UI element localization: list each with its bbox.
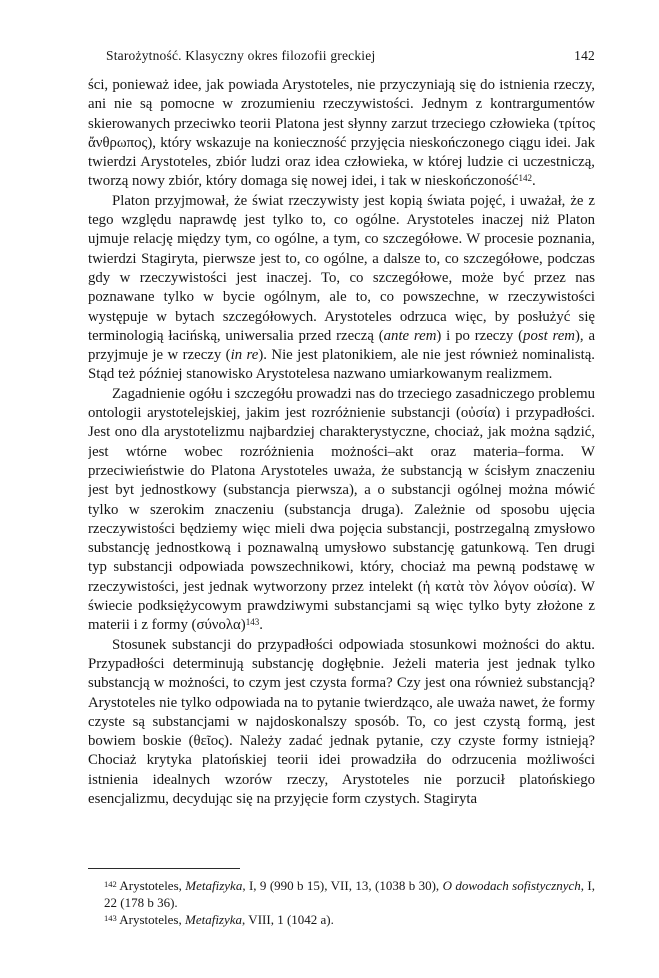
- italic-term: O dowodach sofistycznych: [442, 878, 581, 893]
- footnote-ref: 143: [104, 912, 117, 923]
- text-run: Arystoteles,: [116, 878, 186, 893]
- footnotes: [88, 877, 595, 928]
- text-run: .: [259, 617, 263, 634]
- page-number: 142: [574, 48, 595, 63]
- footnote-rule: [88, 868, 240, 869]
- footnote-area: [88, 868, 595, 928]
- text-run: , VIII, 1 (1042 a).: [242, 912, 334, 927]
- text-run: Arystoteles,: [116, 912, 185, 927]
- text-run: Stosunek substancji do przypadłości odpowiada stosunkowi możności do aktu. Przypadłości determinują substancję dogłębnie. Jeżeli materia jest jednak tylko substancją w możności, to czym jest czysta forma? Czy jest ona również substancją? Arystoteles nie tylko odpowiada na to pytanie twierdząco, ale uważa nawet, że formy czyste są substancjami w najdoskonalszy sposób. To, co jest czystą formą, jest bowiem boskie (θεῖος). Należy zadać jednak pytanie, czy czyste formy istnieją? Chociaż krytyka platońskiej teorii idei prowadziła do odrzucenia możliwości istnienia idealnych wzorów rzeczy, Arystoteles nie porzucił platońskiego esencjalizmu, decydując się na przyjęcie form czystych. Stagiryta: [88, 636, 595, 807]
- text-run: ), a przyjmuje je w rzeczy (: [88, 327, 595, 364]
- footnote-ref: 142: [104, 878, 117, 889]
- body-paragraph: [88, 76, 595, 192]
- text-run: ści, ponieważ idee, jak powiada Arystoteles, nie przyczyniają się do istnienia rzeczy, ani nie są pomocne w zrozumieniu rzeczywistości. Jednym z kontrargumentów skierowanych przeciwko teorii Platona jest słynny zarzut trzeciego człowieka (τρίτος ἄνθρωπος), który wskazuje na konieczność przyjęcia nieskończonego ciągu idei. Jak twierdzi Arystoteles, zbiór ludzi oraz idea człowieka, w której ludzie ci uczestniczą, tworzą nowy zbiór, który domaga się nowej idei, i tak w nieskończoność: [88, 77, 595, 190]
- text-run: ) i po rzeczy (: [436, 327, 524, 344]
- italic-term: Metafizyka: [185, 878, 243, 893]
- italic-term: Metafizyka: [185, 912, 243, 927]
- italic-term: ante rem: [383, 327, 437, 344]
- footnote: [104, 911, 595, 928]
- body-paragraph: [88, 636, 595, 810]
- header-title: Starożytność. Klasyczny okres filozofii greckiej: [106, 48, 376, 63]
- body-paragraph: [88, 192, 595, 385]
- text-run: , I, 9 (990 b 15), VII, 13, (1038 b 30),: [242, 878, 443, 893]
- running-header: [88, 48, 595, 64]
- text-run: ). Nie jest platonikiem, ale nie jest również nominalistą. Stąd też później stanowisko Arystotelesa nazwano umiarkowanym realizmem.: [88, 347, 595, 383]
- body-text: [88, 76, 595, 870]
- text-run: Zagadnienie ogółu i szczegółu prowadzi nas do trzeciego zasadniczego problemu ontologii arystotelejskiej, jakim jest rozróżnienie substancji (οὐσία) i przypadłości. Jest ono dla arystotelizmu najbardziej charakterystyczne, chociaż, jak można sądzić, jest wtórne wobec rozróżnienia możności–akt oraz materia–forma. W przeciwieństwie do Platona Arystoteles uważa, że substancją w ścisłym znaczeniu jest byt jednostkowy (substancja pierwsza), a o substancji ogólnej można mówić tylko w szerokim znaczeniu (substancja druga). Zależnie od sposobu ujęcia rzeczywistości będziemy więc mieli dwa pojęcia substancji, postrzegalną zmysłowo substancję jednostkową i poznawalną umysłowo substancję gatunkową. Ten drugi typ substancji odpowiada powszechnikowi, który, chociaż ma pewną podstawę w rzeczywistości, jest jednak wytworzony przez intelekt (ἡ κατὰ τὸν λόγον οὐσία). W świecie podksiężycowym prawdziwymi substancjami są więc tylko byty złożone z materii i z formy (σύνολα): [88, 385, 595, 634]
- body-paragraph: [88, 385, 595, 636]
- footnote-ref: 142: [518, 172, 532, 183]
- italic-term: post rem: [523, 327, 575, 344]
- text-run: , I, 22 (178 b 36).: [104, 878, 595, 910]
- text-run: Platon przyjmował, że świat rzeczywisty jest kopią świata pojęć, i uważał, że z tego względu naprawdę jest tylko to, co ogólne. Arystoteles inaczej niż Platon ujmuje relację między tym, co ogólne, a tym, co szczegółowe. W procesie poznania, twierdzi Stagiryta, pierwsze jest to, co ogólne, a dalsze to, co szczegółowe, podczas gdy w rzeczywistości jest inaczej. To, co szczegółowe, może być przez nas poznawane tylko w bycie ogólnym, ale to, co powszechne, w rzeczywistości występuje w bytach szczegółowych. Arystoteles odrzuca więc, by posłużyć się terminologią łacińską, uniwersalia przed rzeczą (: [88, 192, 595, 344]
- footnote: [104, 877, 595, 911]
- text-run: .: [531, 173, 536, 190]
- italic-term: in re: [230, 347, 259, 364]
- footnote-ref: 143: [245, 616, 260, 627]
